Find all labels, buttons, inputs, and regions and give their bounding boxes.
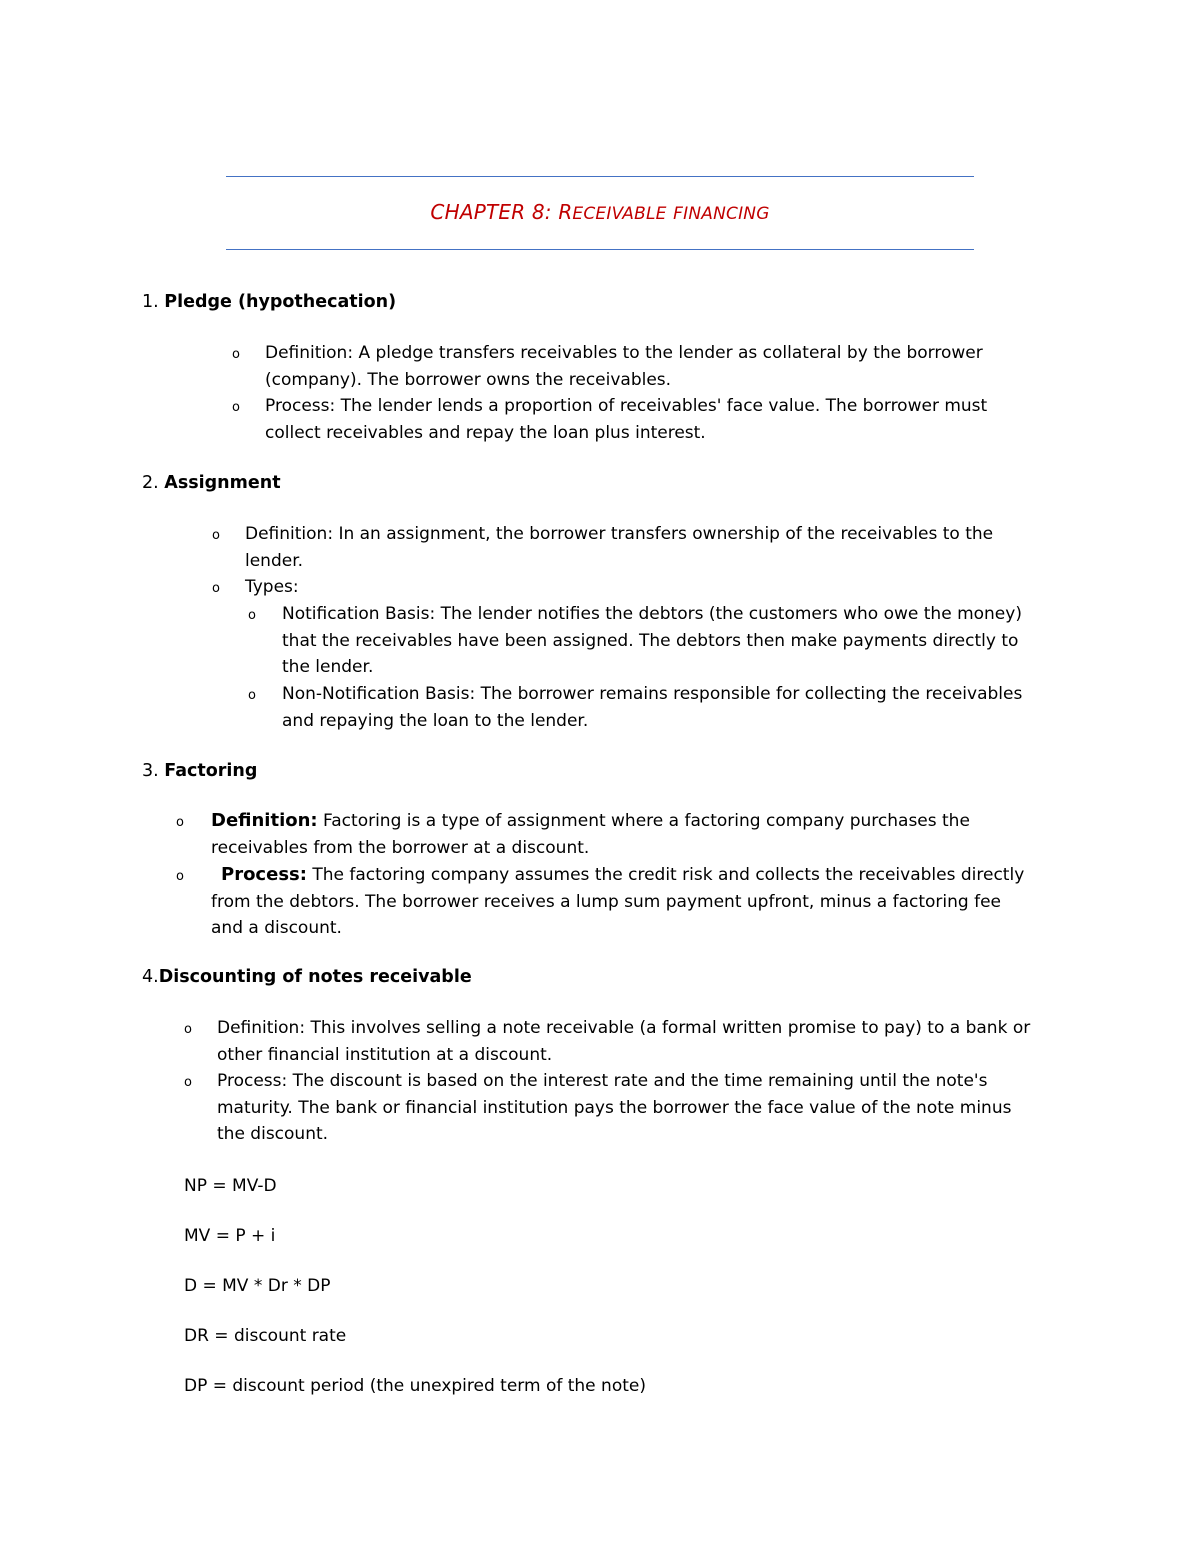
definition-dp: DP = discount period (the unexpired term of the note) <box>184 1376 646 1396</box>
list-item: Definition: Factoring is a type of assignment where a factoring company purchases the receivables from the borrower at a discount. <box>211 810 970 858</box>
section-heading: 2. Assignment <box>142 473 281 493</box>
title-top-rule <box>226 176 974 177</box>
bullet-icon: o <box>212 581 220 596</box>
list-item: Process: The factoring company assumes the credit risk and collects the receivables directly from the debtors. The borrower receives a lump sum payment upfront, minus a factoring fee and a discount. <box>211 864 1025 938</box>
bullet-icon: o <box>184 1075 192 1090</box>
bullet-icon: o <box>176 815 184 830</box>
section-heading: 3. Factoring <box>142 761 258 781</box>
bullet-icon: o <box>184 1022 192 1037</box>
list-item: Definition: In an assignment, the borrower transfers ownership of the receivables to the lender. <box>245 524 994 571</box>
definition-dr: DR = discount rate <box>184 1326 347 1346</box>
bullet-icon: o <box>176 869 184 884</box>
chapter-title: CHAPTER 8: RECEIVABLE FINANCING <box>430 200 770 224</box>
section-heading: 4.Discounting of notes receivable <box>142 967 472 987</box>
sub-list-item: Notification Basis: The lender notifies the debtors (the customers who owe the money) that the receivables have been assigned. The debtors then make payments directly to the lender. <box>282 604 1022 677</box>
bullet-icon: o <box>232 347 240 362</box>
section-heading: 1. Pledge (hypothecation) <box>142 292 397 312</box>
list-item: Definition: A pledge transfers receivables to the lender as collateral by the borrower (company). The borrower owns the receivables. <box>265 343 983 390</box>
list-item: Types: <box>245 577 299 597</box>
bullet-icon: o <box>248 688 256 703</box>
formula-d: D = MV * Dr * DP <box>184 1276 331 1296</box>
formula-np: NP = MV-D <box>184 1176 277 1196</box>
bullet-icon: o <box>212 528 220 543</box>
list-item: Process: The discount is based on the interest rate and the time remaining until the note's maturity. The bank or financial institution pays the borrower the face value of the note minus the discount. <box>217 1071 1012 1144</box>
bullet-icon: o <box>248 608 256 623</box>
list-item: Definition: This involves selling a note receivable (a formal written promise to pay) to a bank or other financial institution at a discount. <box>217 1018 1031 1065</box>
sub-list-item: Non-Notification Basis: The borrower remains responsible for collecting the receivables and repaying the loan to the lender. <box>282 684 1023 731</box>
formula-mv: MV = P + i <box>184 1226 276 1246</box>
title-bottom-rule <box>226 249 974 250</box>
list-item: Process: The lender lends a proportion of receivables' face value. The borrower must collect receivables and repay the loan plus interest. <box>265 396 988 443</box>
bullet-icon: o <box>232 400 240 415</box>
